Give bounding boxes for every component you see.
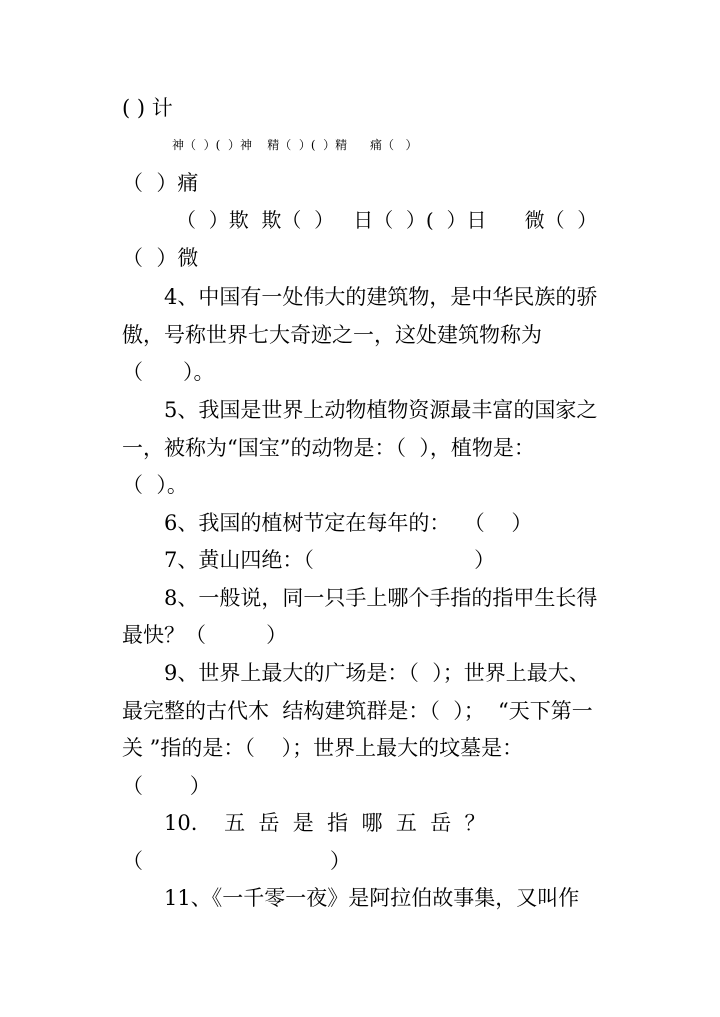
text-line: （ ）微 — [122, 246, 199, 270]
question-line: 8、一般说，同一只手上哪个手指的指甲生长得 — [164, 586, 598, 610]
question-line: 6、我国的植树节定在每年的： （ ） — [164, 511, 533, 535]
question-line: 4、中国有一处伟大的建筑物，是中华民族的骄 — [164, 285, 598, 309]
question-line: 10. 五 岳 是 指 哪 五 岳 ？ — [164, 811, 486, 835]
question-line: 最快？（ ） — [122, 623, 288, 647]
question-line: （ ） — [122, 849, 351, 873]
question-line: 5、我国是世界上动物植物资源最丰富的国家之 — [164, 398, 598, 422]
text-line-content: 神（ ）( ）神 精（ ）( ）精 痛（ ） — [172, 138, 418, 152]
question-line: （ ）。 — [122, 473, 188, 497]
question-line: 11、《一千零一夜》是阿拉伯故事集，又叫作 — [164, 886, 580, 910]
question-line: 最完整的古代木 结构建筑群是：（ ）； “天下第一 — [122, 699, 593, 723]
text-line — [172, 132, 602, 158]
question-line: （ ）。 — [122, 360, 215, 384]
text-line: （ ）痛 — [122, 171, 199, 195]
question-line: 一，被称为“国宝”的动物是：（ ），植物是： — [122, 436, 535, 460]
question-line: 7、黄山四绝：（ ） — [164, 548, 496, 572]
text-line: ( ) 计 — [122, 96, 173, 120]
question-line: 关 ”指的是：（ ）；世界上最大的坟墓是： — [122, 736, 524, 760]
text-line: （ ）欺 欺（ ） 日（ ）( ）日 微（ ） — [176, 208, 598, 232]
question-line: 傲，号称世界七大奇迹之一，这处建筑物称为 — [122, 323, 542, 347]
question-line: 9、世界上最大的广场是：（ ）；世界上最大、 — [164, 661, 590, 685]
question-line: （ ） — [122, 774, 211, 798]
